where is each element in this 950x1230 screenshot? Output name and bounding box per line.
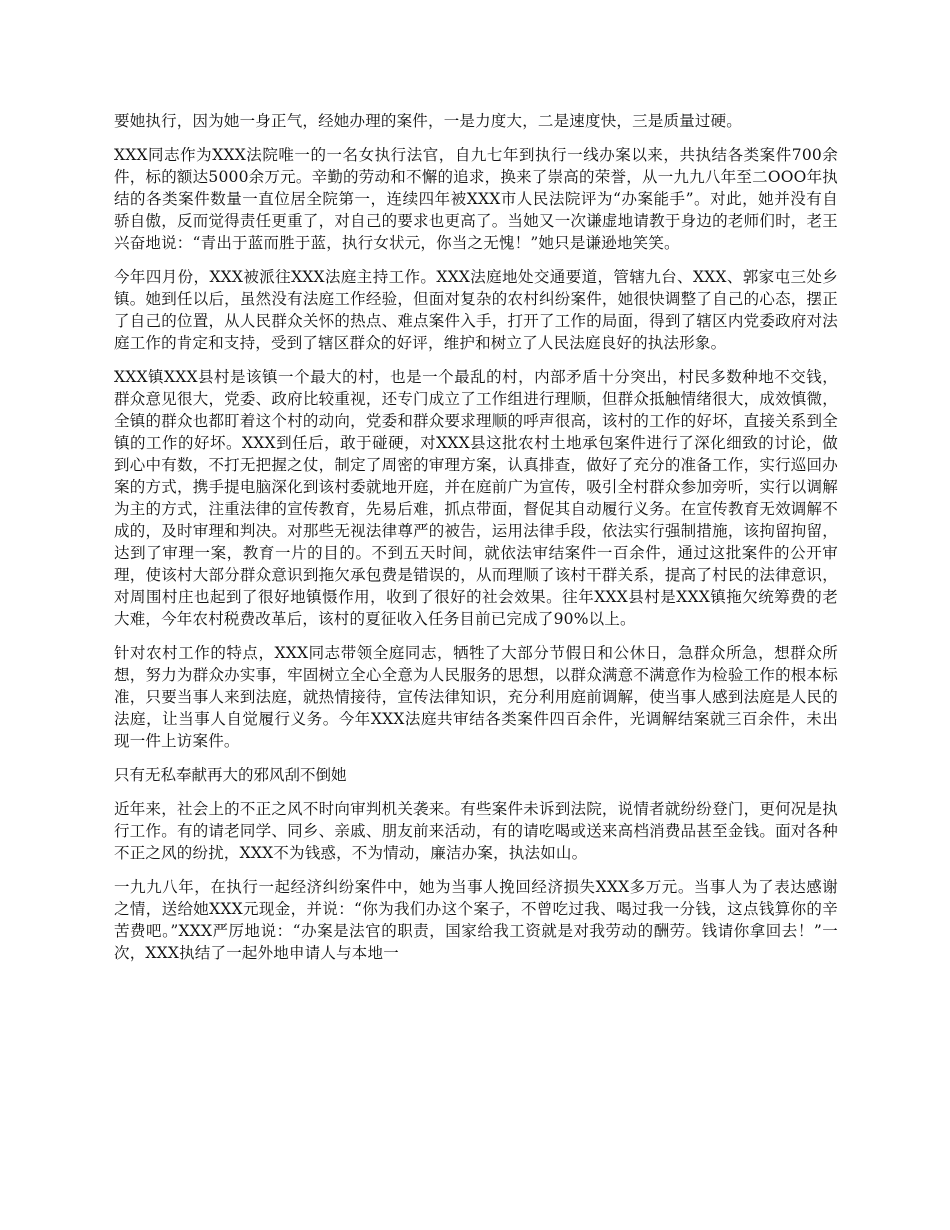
section-heading: 只有无私奉献再大的邪风刮不倒她 bbox=[114, 766, 347, 784]
paragraph: 今年四月份，XXX被派往XXX法庭主持工作。XXX法庭地处交通要道，管辖九台、XXX、郭家屯三处乡镇。她到任以后，虽然没有法庭工作经验，但面对复杂的农村纠纷案件，她很快调整了自己的心态，摆正了自己的位置，从人民群众关怀的热点、难点案件入手，打开了工作的局面，得到了辖区内党委政府对法庭工作的肯定和支持，受到了辖区群众的好评，维护和树立了人民法庭良好的执法形象。 bbox=[114, 268, 838, 352]
paragraph: XXX镇XXX县村是该镇一个最大的村，也是一个最乱的村，内部矛盾十分突出，村民多数种地不交钱，群众意见很大，党委、政府比较重视，还专门成立了工作组进行理顺，但群众抵触情绪很大，成效慎微，全镇的群众也都盯着这个村的动向，党委和群众要求理顺的呼声很高，该村的工作的好坏，直接关系到全镇的工作的好坏。XXX到任后，敢于碰硬，对XXX县这批农村土地承包案件进行了深化细致的讨论，做到心中有数，不打无把握之仗，制定了周密的审理方案，认真排查，做好了充分的准备工作，实行巡回办案的方式，携手提电脑深化到该村委就地开庭，并在庭前广为宣传，吸引全村群众参加旁听，实行以调解为主的方式，注重法律的宣传教育，先易后难，抓点带面，督促其自动履行义务。在宣传教育无效调解不成的，及时审理和判决。对那些无视法律尊严的被告，运用法律手段，依法实行强制措施，该拘留拘留，达到了审理一案，教育一片的目的。不到五天时间，就依法审结案件一百余件，通过这批案件的公开审理，使该村大部分群众意识到拖欠承包费是错误的，从而理顺了该村干群关系，提高了村民的法律意识，对周围村庄也起到了很好地镇慑作用，收到了很好的社会效果。往年XXX县村是XXX镇拖欠统筹费的老大难，今年农村税费改革后，该村的夏征收入任务目前已完成了90%以上。 bbox=[114, 368, 838, 628]
paragraph: 近年来，社会上的不正之风不时向审判机关袭来。有些案件未诉到法院，说情者就纷纷登门，更何况是执行工作。有的请老同学、同乡、亲戚、朋友前来活动，有的请吃喝或送来高档消费品甚至金钱。面对各种不正之风的纷扰，XXX不为钱惑，不为情动，廉洁办案，执法如山。 bbox=[114, 800, 838, 862]
paragraph: 一九九八年，在执行一起经济纠纷案件中，她为当事人挽回经济损失XXX多万元。当事人为了表达感谢之情，送给她XXX元现金，并说：“你为我们办这个案子，不曾吃过我、喝过我一分钱，这点钱算你的辛苦费吧。”XXX严厉地说：“办案是法官的职责，国家给我工资就是对我劳动的酬劳。钱请你拿回去！”一次，XXX执结了一起外地申请人与本地一 bbox=[114, 878, 838, 962]
paragraph: XXX同志作为XXX法院唯一的一名女执行法官，自九七年到执行一线办案以来，共执结各类案件700余件，标的额达5000余万元。辛勤的劳动和不懈的追求，换来了崇高的荣誉，从一九九八年至二OOO年执结的各类案件数量一直位居全院第一，连续四年被XXX市人民法院评为“办案能手”。对此，她并没有自骄自傲，反而觉得责任更重了，对自己的要求也更高了。当她又一次谦虚地请教于身边的老师们时，老王兴奋地说：“青出于蓝而胜于蓝，执行女状元，你当之无愧！”她只是谦逊地笑笑。 bbox=[114, 146, 838, 252]
paragraph: 针对农村工作的特点，XXX同志带领全庭同志，牺牲了大部分节假日和公休日，急群众所急，想群众所想，努力为群众办实事，牢固树立全心全意为人民服务的思想，以群众满意不满意作为检验工作的根本标准，只要当事人来到法庭，就热情接待，宣传法律知识，充分利用庭前调解，使当事人感到法庭是人民的法庭，让当事人自觉履行义务。今年XXX法庭共审结各类案件四百余件，光调解结案就三百余件，未出现一件上访案件。 bbox=[114, 644, 838, 750]
document-body bbox=[114, 110, 838, 976]
paragraph: 要她执行，因为她一身正气，经她办理的案件，一是力度大，二是速度快，三是质量过硬。 bbox=[114, 112, 743, 130]
